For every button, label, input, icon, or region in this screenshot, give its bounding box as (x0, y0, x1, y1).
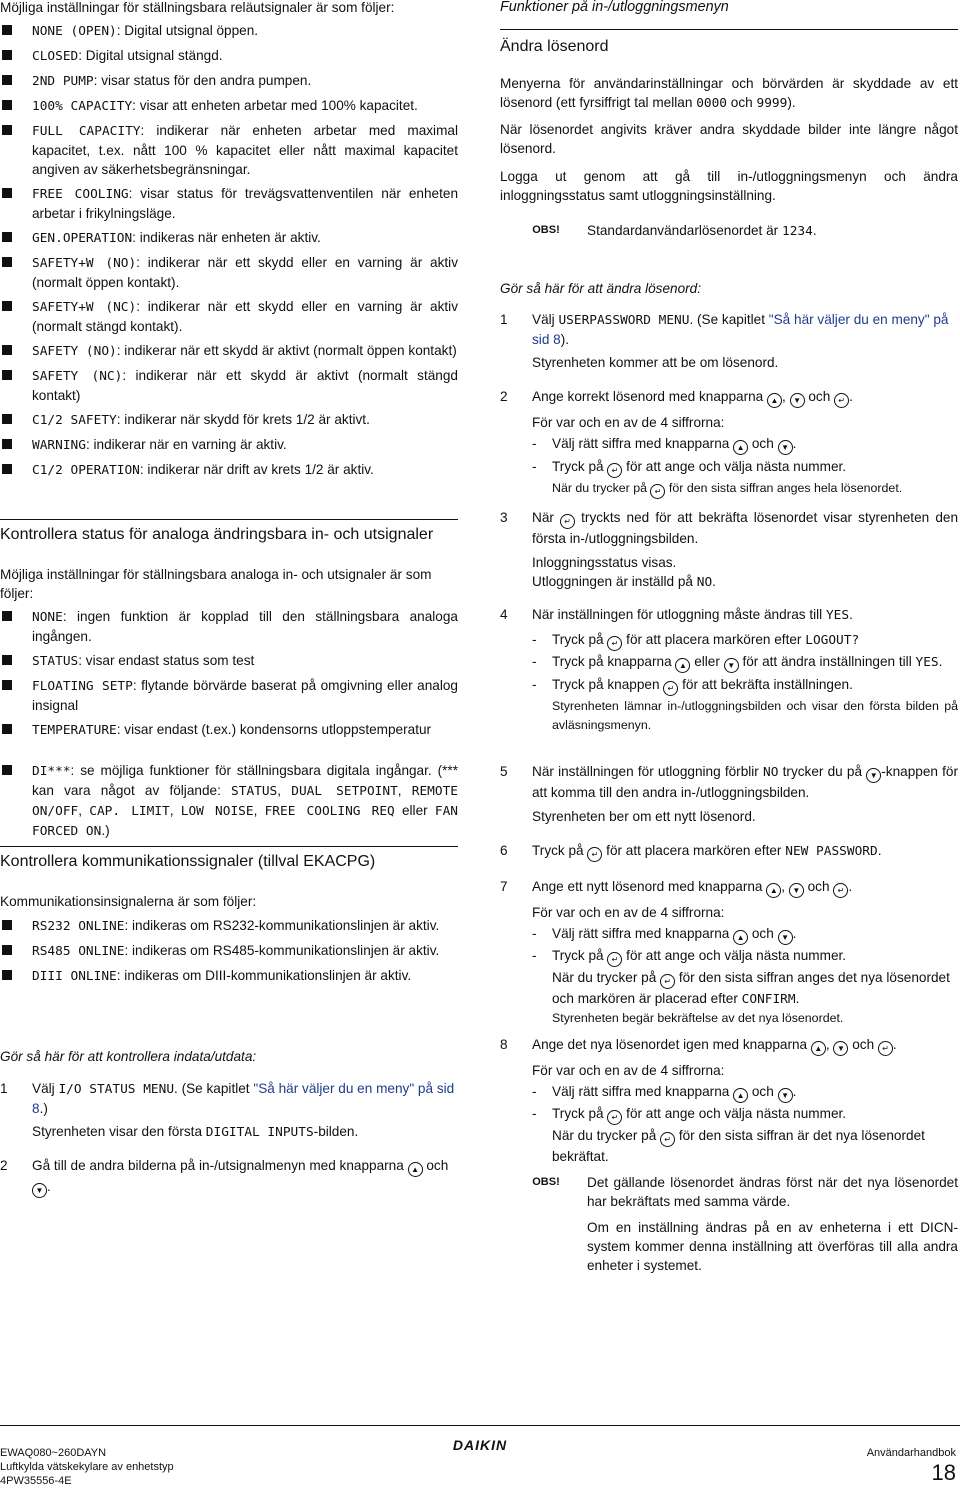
up-key-icon: ▲ (766, 883, 781, 898)
analog-list (0, 607, 458, 740)
list-item: FULL CAPACITY: indikerar när enheten arbetar med maximal kapacitet, t.ex. nått 100 % kapacitet eller nått maximal kapacitet angiven av säkerhetsbegränsningar. (0, 121, 458, 179)
obs-note: OBS! Standardanvändarlösenordet är 1234. (500, 219, 958, 243)
list-item: NONE: ingen funktion är kopplad till den ställningsbara analoga ingången. (0, 607, 458, 646)
up-key-icon: ▲ (675, 658, 690, 673)
bullet-square (2, 370, 12, 380)
up-key-icon: ▲ (733, 440, 748, 455)
down-key-icon: ▼ (724, 658, 739, 673)
list-item: SAFETY+W (NC): indikerar när ett skydd eller en varning är aktiv (normalt stängd kontakt). (0, 297, 458, 336)
bullet-square (2, 920, 12, 930)
footer-left: EWAQ080~260DAYN Luftkylda vätskekylare av enhetstyp 4PW35556-4E (0, 1447, 174, 1487)
bullet-square (2, 655, 12, 665)
brand-logo: DAIKIN (452, 1437, 508, 1453)
howto-heading: Gör så här för att ändra lösenord: (500, 281, 701, 296)
manual-title: Användarhandbok (866, 1447, 956, 1459)
bullet-square (2, 100, 12, 110)
list-item: CLOSED: Digital utsignal stängd. (0, 46, 458, 66)
list-item: GEN.OPERATION: indikeras när enheten är aktiv. (0, 228, 458, 248)
step-2: 2 Ange korrekt lösenord med knapparna ▲ , ▼ och ↵ . För var och en av de 4 siffrorna: - Välj rätt siffra med knapparna ▲ och ▼ . - Tryck på ↵ för att ange och välja nästa nummer. När du trycker på ↵ för den sista siffran anges hela lösenordet. (500, 387, 958, 499)
paragraph: Logga ut genom att gå till in-/utloggningsmenyn och ändra inloggningsstatus samt utloggningsinställning. (500, 169, 958, 203)
paragraph: När lösenordet angivits kräver andra skyddade bilder inte längre något lösenord. (500, 122, 958, 156)
page-link[interactable]: "Så här väljer du en meny" på sid 8 (32, 1081, 455, 1116)
section-title: Funktioner på in-/utloggningsmenyn (500, 0, 729, 15)
up-key-icon: ▲ (733, 930, 748, 945)
comm-list (0, 916, 458, 986)
down-key-icon: ▼ (866, 768, 881, 783)
bullet-square (2, 439, 12, 449)
comm-heading: Kontrollera kommunikationssignaler (tillval EKACPG) (0, 846, 458, 871)
list-item: FREE COOLING: visar status för trevägsvattenventilen när enheten arbetar i frikylningsläge. (0, 184, 458, 223)
list-item: RS485 ONLINE: indikeras om RS485-kommunikationslinjen är aktiv. (0, 941, 458, 961)
step-3: 3 När ↵ tryckts ned för att bekräfta lösenordet visar styrenheten den första in-/utloggningsbilden. Inloggningsstatus visas. Utloggningen är inställd på NO. (500, 510, 959, 590)
enter-key-icon: ↵ (660, 974, 675, 989)
list-item: NONE (OPEN): Digital utsignal öppen. (0, 21, 458, 41)
down-key-icon: ▼ (833, 1041, 848, 1056)
list-item: SAFETY (NO): indikerar när ett skydd är aktivt (normalt öppen kontakt) (0, 341, 458, 361)
down-key-icon: ▼ (778, 930, 793, 945)
di-item: DI***: se möjliga funktioner för ställningsbara digitala ingångar. (*** kan vara något av följande: STATUS, DUAL SETPOINT, REMOTE ON/OFF, CAP. LIMIT, LOW NOISE, FREE COOLING REQ eller FAN FORCED ON.) (0, 761, 458, 841)
bullet-square (2, 232, 12, 242)
bullet-square (2, 414, 12, 424)
bullet-square (2, 680, 12, 690)
page-footer (0, 1425, 960, 1486)
check-step-1: 1 Välj I/O STATUS MENU. (Se kapitlet "Så här väljer du en meny" på sid 8.) Styrenheten visar den första DIGITAL INPUTS-bilden. (0, 1081, 455, 1140)
down-key-icon: ▼ (790, 393, 805, 408)
step-8: 8 Ange det nya lösenordet igen med knapparna ▲ , ▼ och ↵ . För var och en av de 4 siffrorna: - Välj rätt siffra med knapparna ▲ och ▼ . - Tryck på ↵ för att ange och välja nästa nummer. När du trycker på ↵ för den sista siffran är det nya lösenordet bekräftat. (500, 1037, 925, 1164)
step-7: 7 Ange ett nytt lösenord med knapparna ▲ , ▼ och ↵ . För var och en av de 4 siffrorna: - Välj rätt siffra med knapparna ▲ och ▼ . - Tryck på ↵ för att ange och välja nästa nummer. När du trycker på ↵ för den sista siffran anges det nya lösenordet och markören är placerad efter CONFIRM. Styrenheten begär bekräftelse av det nya lösenordet. (500, 879, 950, 1025)
bullet-square (2, 765, 12, 775)
step-4: 4 När inställningen för utloggning måste ändras till YES. - Tryck på ↵ för att placera markören efter LOGOUT? - Tryck på knapparna ▲ eller ▼ för att ändra inställningen till YES. - Tryck på knappen ↵ för att bekräfta inställningen. Styrenheten lämnar in-/utloggningsbilden och visar den första bilden på avläsningsmenyn. (500, 607, 958, 732)
check-heading: Gör så här för att kontrollera indata/utdata: (0, 1049, 257, 1064)
enter-key-icon: ↵ (560, 514, 575, 529)
analog-intro: Möjliga inställningar för ställningsbara analoga in- och utsignaler är som följer: (0, 567, 432, 601)
list-item: C1/2 OPERATION: indikerar när drift av krets 1/2 är aktiv. (0, 460, 458, 480)
list-item: TEMPERATURE: visar endast (t.ex.) kondensorns utloppstemperatur (0, 720, 458, 740)
step-1: 1 Välj USERPASSWORD MENU. (Se kapitlet "Så här väljer du en meny" på sid 8). Styrenheten kommer att be om lösenord. (500, 312, 949, 370)
analog-heading: Kontrollera status för analoga ändringsbara in- och utsignaler (0, 519, 458, 544)
bullet-square (2, 301, 12, 311)
list-item: C1/2 SAFETY: indikerar när skydd för krets 1/2 är aktivt. (0, 410, 458, 430)
enter-key-icon: ↵ (607, 952, 622, 967)
bullet-square (2, 611, 12, 621)
obs-label: OBS! (532, 1176, 560, 1188)
bullet-square (2, 50, 12, 60)
enter-key-icon: ↵ (663, 681, 678, 696)
list-item: DIII ONLINE: indikeras om DIII-kommunikationslinjen är aktiv. (0, 966, 458, 986)
enter-key-icon: ↵ (660, 1132, 675, 1147)
down-key-icon: ▼ (789, 883, 804, 898)
obs-label: OBS! (532, 224, 560, 236)
list-item: WARNING: indikerar när en varning är aktiv. (0, 435, 458, 455)
bullet-square (2, 724, 12, 734)
bullet-square (2, 945, 12, 955)
down-key-icon: ▼ (778, 1088, 793, 1103)
page-link[interactable]: "Så här väljer du en meny" på sid 8 (532, 312, 949, 347)
down-key-icon: ▼ (778, 440, 793, 455)
list-item: 100% CAPACITY: visar att enheten arbetar med 100% kapacitet. (0, 96, 458, 116)
bullet-square (2, 464, 12, 474)
enter-key-icon: ↵ (878, 1041, 893, 1056)
bullet-square (2, 125, 12, 135)
bullet-square (2, 345, 12, 355)
bullet-square (2, 257, 12, 267)
bullet-square (2, 75, 12, 85)
relay-intro: Möjliga inställningar för ställningsbara reläutsignaler är som följer: (0, 0, 395, 15)
comm-intro: Kommunikationsinsignalerna är som följer: (0, 894, 257, 909)
list-item: 2ND PUMP: visar status för den andra pumpen. (0, 71, 458, 91)
step-5: 5 När inställningen för utloggning förblir NO trycker du på ▼ -knappen för att komma till den andra in-/utloggningsbilden. Styrenheten ber om ett nytt lösenord. (500, 764, 958, 824)
obs-note: OBS! Det gällande lösenordet ändras först när det nya lösenordet har bekräftats med samma värde. Om en inställning ändras på en av enheterna i ett DICN-system kommer denna inställning att överföras till alla andra enheter i systemet. (500, 1171, 958, 1281)
check-step-2: 2 Gå till de andra bilderna på in-/utsignalmenyn med knapparna ▲ och ▼ . (0, 1156, 458, 1198)
down-key-icon: ▼ (32, 1183, 47, 1198)
bullet-square (2, 970, 12, 980)
up-key-icon: ▲ (408, 1162, 423, 1177)
bullet-square (2, 25, 12, 35)
relay-list (0, 21, 458, 480)
intro-paragraph: Menyerna för användarinställningar och börvärden är skyddade av ett lösenord (ett fyrsiffrigt tal mellan 0000 och 9999). (500, 76, 958, 111)
enter-key-icon: ↵ (607, 463, 622, 478)
up-key-icon: ▲ (733, 1088, 748, 1103)
enter-key-icon: ↵ (607, 1110, 622, 1125)
list-item: RS232 ONLINE: indikeras om RS232-kommunikationslinjen är aktiv. (0, 916, 458, 936)
up-key-icon: ▲ (767, 393, 782, 408)
bullet-square (2, 188, 12, 198)
enter-key-icon: ↵ (834, 393, 849, 408)
list-item: FLOATING SETP: flytande börvärde baserat på omgivning eller analog insignal (0, 676, 458, 715)
list-item: SAFETY+W (NO): indikerar när ett skydd eller en varning är aktiv (normalt öppen kontakt). (0, 253, 458, 292)
list-item: STATUS: visar endast status som test (0, 651, 458, 671)
list-item: SAFETY (NC): indikerar när ett skydd är aktivt (normalt stängd kontakt) (0, 366, 458, 405)
subsection-title: Ändra lösenord (500, 29, 958, 56)
page-number: 18 (931, 1460, 956, 1485)
enter-key-icon: ↵ (650, 484, 665, 499)
enter-key-icon: ↵ (607, 636, 622, 651)
enter-key-icon: ↵ (833, 883, 848, 898)
step-6: 6 Tryck på ↵ för att placera markören efter NEW PASSWORD. (500, 841, 958, 862)
up-key-icon: ▲ (811, 1041, 826, 1056)
enter-key-icon: ↵ (587, 847, 602, 862)
